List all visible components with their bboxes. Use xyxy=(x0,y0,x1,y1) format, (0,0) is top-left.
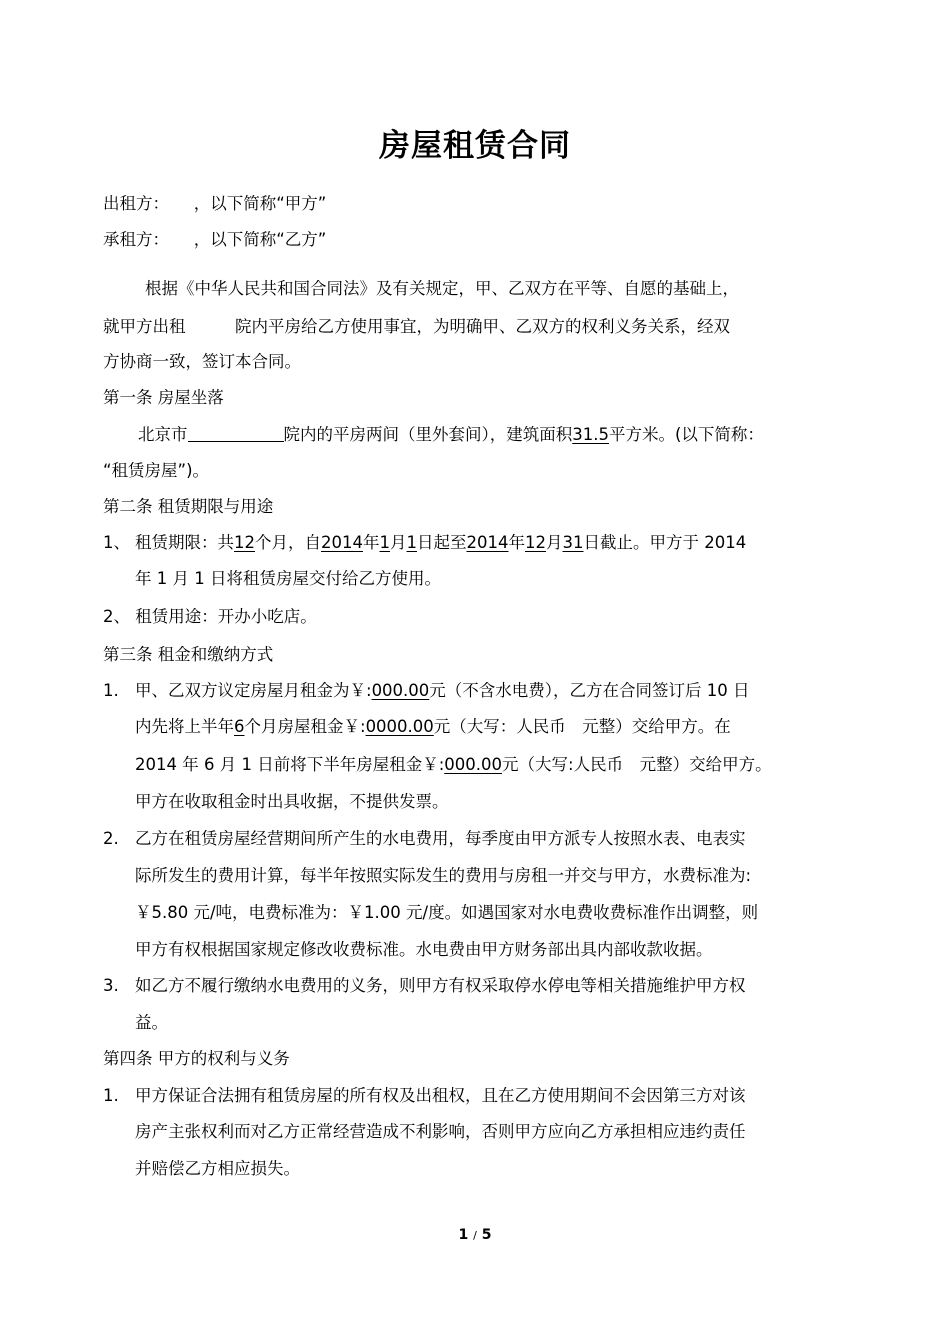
rent-text: 内先将上半年 xyxy=(135,717,234,736)
article-3-item-1-line-4: 甲方在收取租金时出具收据，不提供发票。 xyxy=(135,792,449,811)
article-4-item-1-line-2: 房产主张权利而对乙方正常经营造成不利影响，否则甲方应向乙方承担相应违约责任 xyxy=(135,1122,746,1141)
lease-term-text: 年 xyxy=(363,533,380,552)
start-day: 1 xyxy=(406,533,417,552)
item-number: 2. xyxy=(103,829,119,848)
end-day: 31 xyxy=(562,533,584,552)
first-half-rent: 0000.00 xyxy=(365,717,434,736)
article-4-heading: 第四条 甲方的权利与义务 xyxy=(103,1049,290,1068)
item-number: 1、 xyxy=(103,533,130,552)
article-3-item-2-line-2: 际所发生的费用计算，每半年按照实际发生的费用与房租一并交与甲方，水费标准为: xyxy=(135,866,752,885)
current-page: 1 xyxy=(458,1227,469,1243)
lease-term-text: 租赁期限：共 xyxy=(135,533,234,552)
start-month: 1 xyxy=(379,533,390,552)
article-3-item-2-line-3: ￥5.80 元/吨，电费标准为：￥1.00 元/度。如遇国家对水电费收费标准作出调整，则 xyxy=(135,903,759,922)
article-2-heading: 第二条 租赁期限与用途 xyxy=(103,497,274,516)
article-1-heading: 第一条 房屋坐落 xyxy=(103,388,224,407)
start-year: 2014 xyxy=(321,533,363,552)
article-2-item-1-line-2: 年 1 月 1 日将租赁房屋交付给乙方使用。 xyxy=(135,569,441,588)
lease-months: 12 xyxy=(234,533,255,552)
rent-text: 元（大写:人民币 元整）交给甲方。 xyxy=(502,755,772,774)
article-1-text-b: 平方米。(以下简称： xyxy=(609,425,764,444)
lessor-duty-text: 甲方保证合法拥有租赁房屋的所有权及出租权，且在乙方使用期间不会因第三方对该 xyxy=(135,1086,746,1105)
end-month: 12 xyxy=(525,533,546,552)
rent-text: 个月房屋租金￥: xyxy=(244,717,366,736)
article-3-item-1-line-2 xyxy=(135,717,731,737)
lease-term-text: 日截止。甲方于 2014 xyxy=(583,533,747,552)
article-1-text-a: 院内的平房两间（里外套间），建筑面积 xyxy=(283,425,573,444)
lease-term-text: 个月，自 xyxy=(255,533,321,552)
page-separator: / xyxy=(473,1229,477,1242)
rent-text: 元（不含水电费），乙方在合同签订后 10 日 xyxy=(429,681,750,700)
monthly-rent: 000.00 xyxy=(371,681,430,700)
lease-term-text: 月 xyxy=(390,533,407,552)
preamble-line-3: 方协商一致，签订本合同。 xyxy=(103,352,301,371)
article-4-item-1-line-3: 并赔偿乙方相应损失。 xyxy=(135,1159,300,1178)
article-3-item-1-line-3 xyxy=(135,755,772,775)
rent-text: 2014 年 6 月 1 日前将下半年房屋租金￥: xyxy=(135,755,445,774)
preamble-line-2: 就甲方出租 院内平房给乙方使用事宜，为明确甲、乙双方的权利义务关系，经双 xyxy=(103,317,730,336)
preamble-line-1: 根据《中华人民共和国合同法》及有关规定，甲、乙双方在平等、自愿的基础上， xyxy=(145,279,739,298)
article-2-item-2: 2、 租赁用途：开办小吃店。 xyxy=(103,607,317,626)
article-3-item-2-line-1 xyxy=(103,829,746,849)
rent-text: 甲、乙双方议定房屋月租金为￥: xyxy=(135,681,372,700)
utility-default-text: 如乙方不履行缴纳水电费用的义务，则甲方有权采取停水停电等相关措施维护甲方权 xyxy=(135,976,746,995)
second-half-rent: 000.00 xyxy=(444,755,503,774)
rent-text: 元（大写：人民币 元整）交给甲方。在 xyxy=(433,717,731,736)
article-2-item-1 xyxy=(103,533,746,553)
page-number xyxy=(0,1227,950,1243)
lessor-line: 出租方： ，以下简称“甲方” xyxy=(103,194,327,213)
article-1-line-2: “租赁房屋”)。 xyxy=(103,461,210,480)
lease-term-text: 日起至 xyxy=(417,533,467,552)
article-3-item-3-line-1 xyxy=(103,976,746,996)
article-4-item-1-line-1 xyxy=(103,1086,746,1106)
lease-term-text: 月 xyxy=(546,533,563,552)
city-text: 北京市 xyxy=(138,425,188,444)
item-number: 3. xyxy=(103,976,119,995)
floor-area: 31.5 xyxy=(572,425,609,444)
article-3-heading: 第三条 租金和缴纳方式 xyxy=(103,645,274,664)
article-3-item-2-line-4: 甲方有权根据国家规定修改收费标准。水电费由甲方财务部出具内部收款收据。 xyxy=(135,940,713,959)
article-3-item-3-line-2: 益。 xyxy=(135,1013,168,1032)
total-pages: 5 xyxy=(481,1227,492,1243)
address-blank xyxy=(188,425,284,442)
article-3-item-1-line-1 xyxy=(103,681,750,701)
item-number: 1. xyxy=(103,681,119,700)
lessee-line: 承租方： ，以下简称“乙方” xyxy=(103,230,327,249)
half-year-months: 6 xyxy=(234,717,245,736)
utility-text: 乙方在租赁房屋经营期间所产生的水电费用，每季度由甲方派专人按照水表、电表实 xyxy=(135,829,746,848)
lease-term-text: 年 xyxy=(508,533,525,552)
document-title: 房屋租赁合同 xyxy=(379,128,571,164)
item-number: 1. xyxy=(103,1086,119,1105)
article-1-line-1 xyxy=(138,425,764,445)
end-year: 2014 xyxy=(466,533,509,552)
